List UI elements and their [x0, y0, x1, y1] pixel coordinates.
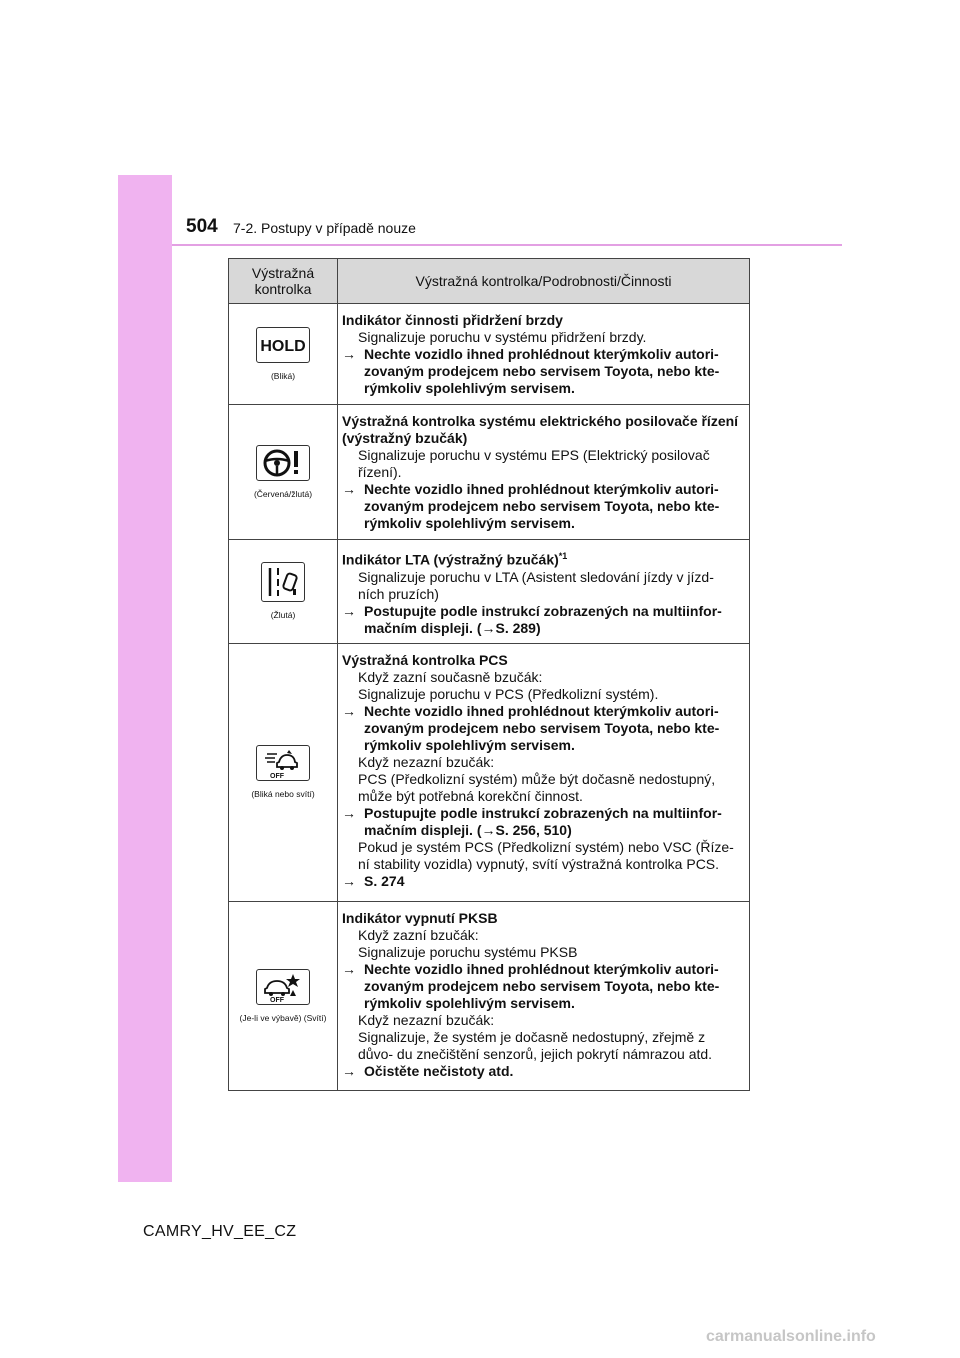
- power-steering-warning-icon: [256, 445, 310, 481]
- hold-icon-text: HOLD: [260, 338, 306, 355]
- detail-text: PCS (Předkolizní systém) může být dočasně nedostupný, může být potřebná korekční činnost.: [358, 770, 716, 804]
- detail-text: Signalizuje poruchu v systému přidržení brzdy.: [358, 329, 647, 345]
- arrow-icon: →: [342, 346, 356, 362]
- action-text: → Nechte vozidlo ihned prohlédnout kterýmkoliv autori- zovaným prodejcem nebo servisem Toyota, nebo kte- rýmkoliv spolehlivým servisem.: [342, 481, 720, 531]
- detail-text: Když nezazní bzučák:: [358, 753, 495, 770]
- action-text: → Postupujte podle instrukcí zobrazených na multiinfor- mačním displeji. (→S. 256, 510): [342, 804, 722, 838]
- detail-text: Když nezazní bzučák:: [358, 1011, 495, 1028]
- arrow-icon: →: [342, 602, 356, 619]
- section-title: 7-2. Postupy v případě nouze: [233, 220, 416, 236]
- arrow-icon: →: [342, 804, 356, 821]
- footnote-mark: *1: [558, 551, 568, 561]
- row-title: Indikátor LTA (výstražný bzučák)$^{*1}$: [342, 551, 568, 568]
- table-row: [229, 304, 750, 405]
- detail-text: Signalizuje poruchu v LTA (Asistent sledování jízdy v jízd- ních pruzích): [358, 568, 714, 602]
- detail-text: Signalizuje poruchu v systému EPS (Elektrický posilovač řízení).: [358, 447, 710, 480]
- col-header-light: Výstražná kontrolka: [229, 259, 338, 304]
- icon-caption: (Je-li ve výbavě) (Svítí): [239, 1012, 327, 1023]
- watermark: carmanualsonline.info: [706, 1328, 876, 1345]
- row-title: Výstražná kontrolka systému elektrického posilovače řízení (výstražný bzučák): [342, 413, 739, 446]
- icon-cell: [229, 304, 338, 405]
- pksb-off-icon: [256, 969, 310, 1005]
- chapter-sidebar-tab: [118, 175, 172, 1182]
- action-text: → Nechte vozidlo ihned prohlédnout kterýmkoliv autori- zovaným prodejcem nebo servisem Toyota, nebo kte- rýmkoliv spolehlivým servisem.: [342, 346, 720, 396]
- lane-tracing-assist-icon: [261, 562, 305, 602]
- icon-cell: [229, 540, 338, 644]
- details-cell: [338, 540, 750, 644]
- row-title: Indikátor vypnutí PKSB: [342, 909, 498, 926]
- row-title: Výstražná kontrolka PCS: [342, 651, 508, 668]
- table-row: [229, 643, 750, 901]
- detail-text: Signalizuje, že systém je dočasně nedostupný, zřejmě z důvo- du znečištění senzorů, jejich pokrytí námrazou atd.: [358, 1028, 713, 1062]
- col-header-details: Výstražná kontrolka/Podrobnosti/Činnosti: [338, 259, 750, 304]
- arrow-icon: →: [342, 481, 356, 497]
- page-number: 504: [186, 216, 218, 237]
- arrow-icon: →: [342, 872, 356, 889]
- pcs-warning-icon: [256, 745, 310, 781]
- table-row: [229, 405, 750, 540]
- detail-text: Když zazní současně bzučák:: [358, 668, 543, 685]
- details-cell: [338, 643, 750, 901]
- icon-caption: (Červená/žlutá): [253, 489, 313, 499]
- action-text: → Postupujte podle instrukcí zobrazených na multiinfor- mačním displeji. (→S. 289): [342, 602, 722, 636]
- detail-text: Signalizuje poruchu systému PKSB: [358, 943, 578, 960]
- table-header-row: [229, 259, 750, 304]
- action-text: → Nechte vozidlo ihned prohlédnout kterýmkoliv autori- zovaným prodejcem nebo servisem Toyota, nebo kte- rýmkoliv spolehlivým servisem.: [342, 960, 720, 1011]
- table-row: [229, 540, 750, 644]
- icon-caption: (Žlutá): [270, 610, 296, 621]
- icon-caption: (Bliká): [270, 371, 296, 381]
- details-cell: [338, 901, 750, 1090]
- icon-caption: (Bliká nebo svítí): [251, 789, 315, 800]
- action-text: → Očistěte nečistoty atd.: [342, 1062, 514, 1079]
- hold-indicator-icon: [256, 327, 310, 363]
- details-cell: [338, 304, 750, 405]
- details-cell: [338, 405, 750, 540]
- pcs-icon-text: OFF: [270, 773, 284, 781]
- action-text: → S. 274: [342, 872, 405, 889]
- arrow-icon: →: [342, 960, 356, 977]
- icon-cell: [229, 901, 338, 1090]
- arrow-icon: →: [342, 702, 356, 719]
- table-row: [229, 901, 750, 1090]
- detail-text: Pokud je systém PCS (Předkolizní systém) nebo VSC (Říze- ní stability vozidla) vypnutý, svítí výstražná kontrolka PCS.: [358, 838, 734, 872]
- icon-cell: [229, 643, 338, 901]
- arrow-icon: →: [342, 1062, 356, 1079]
- detail-text: Signalizuje poruchu v PCS (Předkolizní systém).: [358, 685, 659, 702]
- header-rule: [172, 244, 842, 246]
- warning-lights-table: [228, 258, 750, 1091]
- icon-cell: [229, 405, 338, 540]
- detail-text: Když zazní bzučák:: [358, 926, 479, 943]
- pksb-icon-text: OFF: [270, 996, 284, 1004]
- document-code: CAMRY_HV_EE_CZ: [143, 1223, 297, 1240]
- row-title: Indikátor činnosti přidržení brzdy: [342, 312, 563, 328]
- action-text: → Nechte vozidlo ihned prohlédnout kterýmkoliv autori- zovaným prodejcem nebo servisem Toyota, nebo kte- rýmkoliv spolehlivým servisem.: [342, 702, 720, 753]
